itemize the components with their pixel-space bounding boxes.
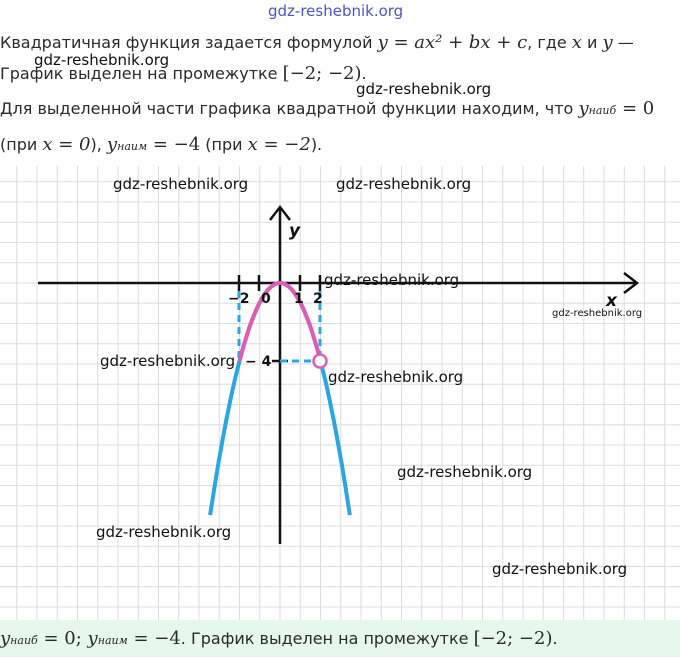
answer-box: yнаиб = 0; yнаим = −4. График выделен на промежутке [−2; −2). [0,620,680,657]
text-line-4: (при x = 0), yнаим = −4 (при x = −2). [0,134,323,155]
watermark: gdz-reshebnik.org [113,175,249,193]
watermark: gdz-reshebnik.org [397,463,533,481]
watermark: gdz-reshebnik.org [34,51,170,69]
tick-label-minus2: −2 [228,291,250,307]
text-line-3: Для выделенной части графика квадратной функции находим, что yнаиб = 0 [0,98,655,119]
tick-label-0: 0 [261,291,271,307]
y-axis-label: y [289,221,301,241]
watermark: gdz-reshebnik.org [356,80,492,98]
formula: y = ax² + bx + c [377,32,528,53]
x-axis-label: x [606,291,617,311]
text-line-2: График выделен на промежутке [−2; −2). [0,63,367,84]
grid [0,166,680,620]
watermark: gdz-reshebnik.org [492,560,628,578]
watermark: gdz-reshebnik.org [336,175,472,193]
watermark-top: gdz-reshebnik.org [268,2,404,20]
watermark: gdz-reshebnik.org [96,523,232,541]
watermark: gdz-reshebnik.org [100,352,236,370]
interval: [−2; −2) [282,63,362,84]
watermark: gdz-reshebnik.org [328,368,464,386]
watermark: gdz-reshebnik.org [552,308,643,319]
function-graph [0,166,680,620]
watermark: gdz-reshebnik.org [324,271,460,289]
tick-label-1: 1 [294,291,304,307]
tick-label-y-minus4: − 4 [245,354,272,370]
open-point [314,355,327,368]
text-line-1: Квадратичная функция задается формулой y = ax² + bx + c, где x и y — [0,32,634,53]
tick-label-2: 2 [313,291,323,307]
